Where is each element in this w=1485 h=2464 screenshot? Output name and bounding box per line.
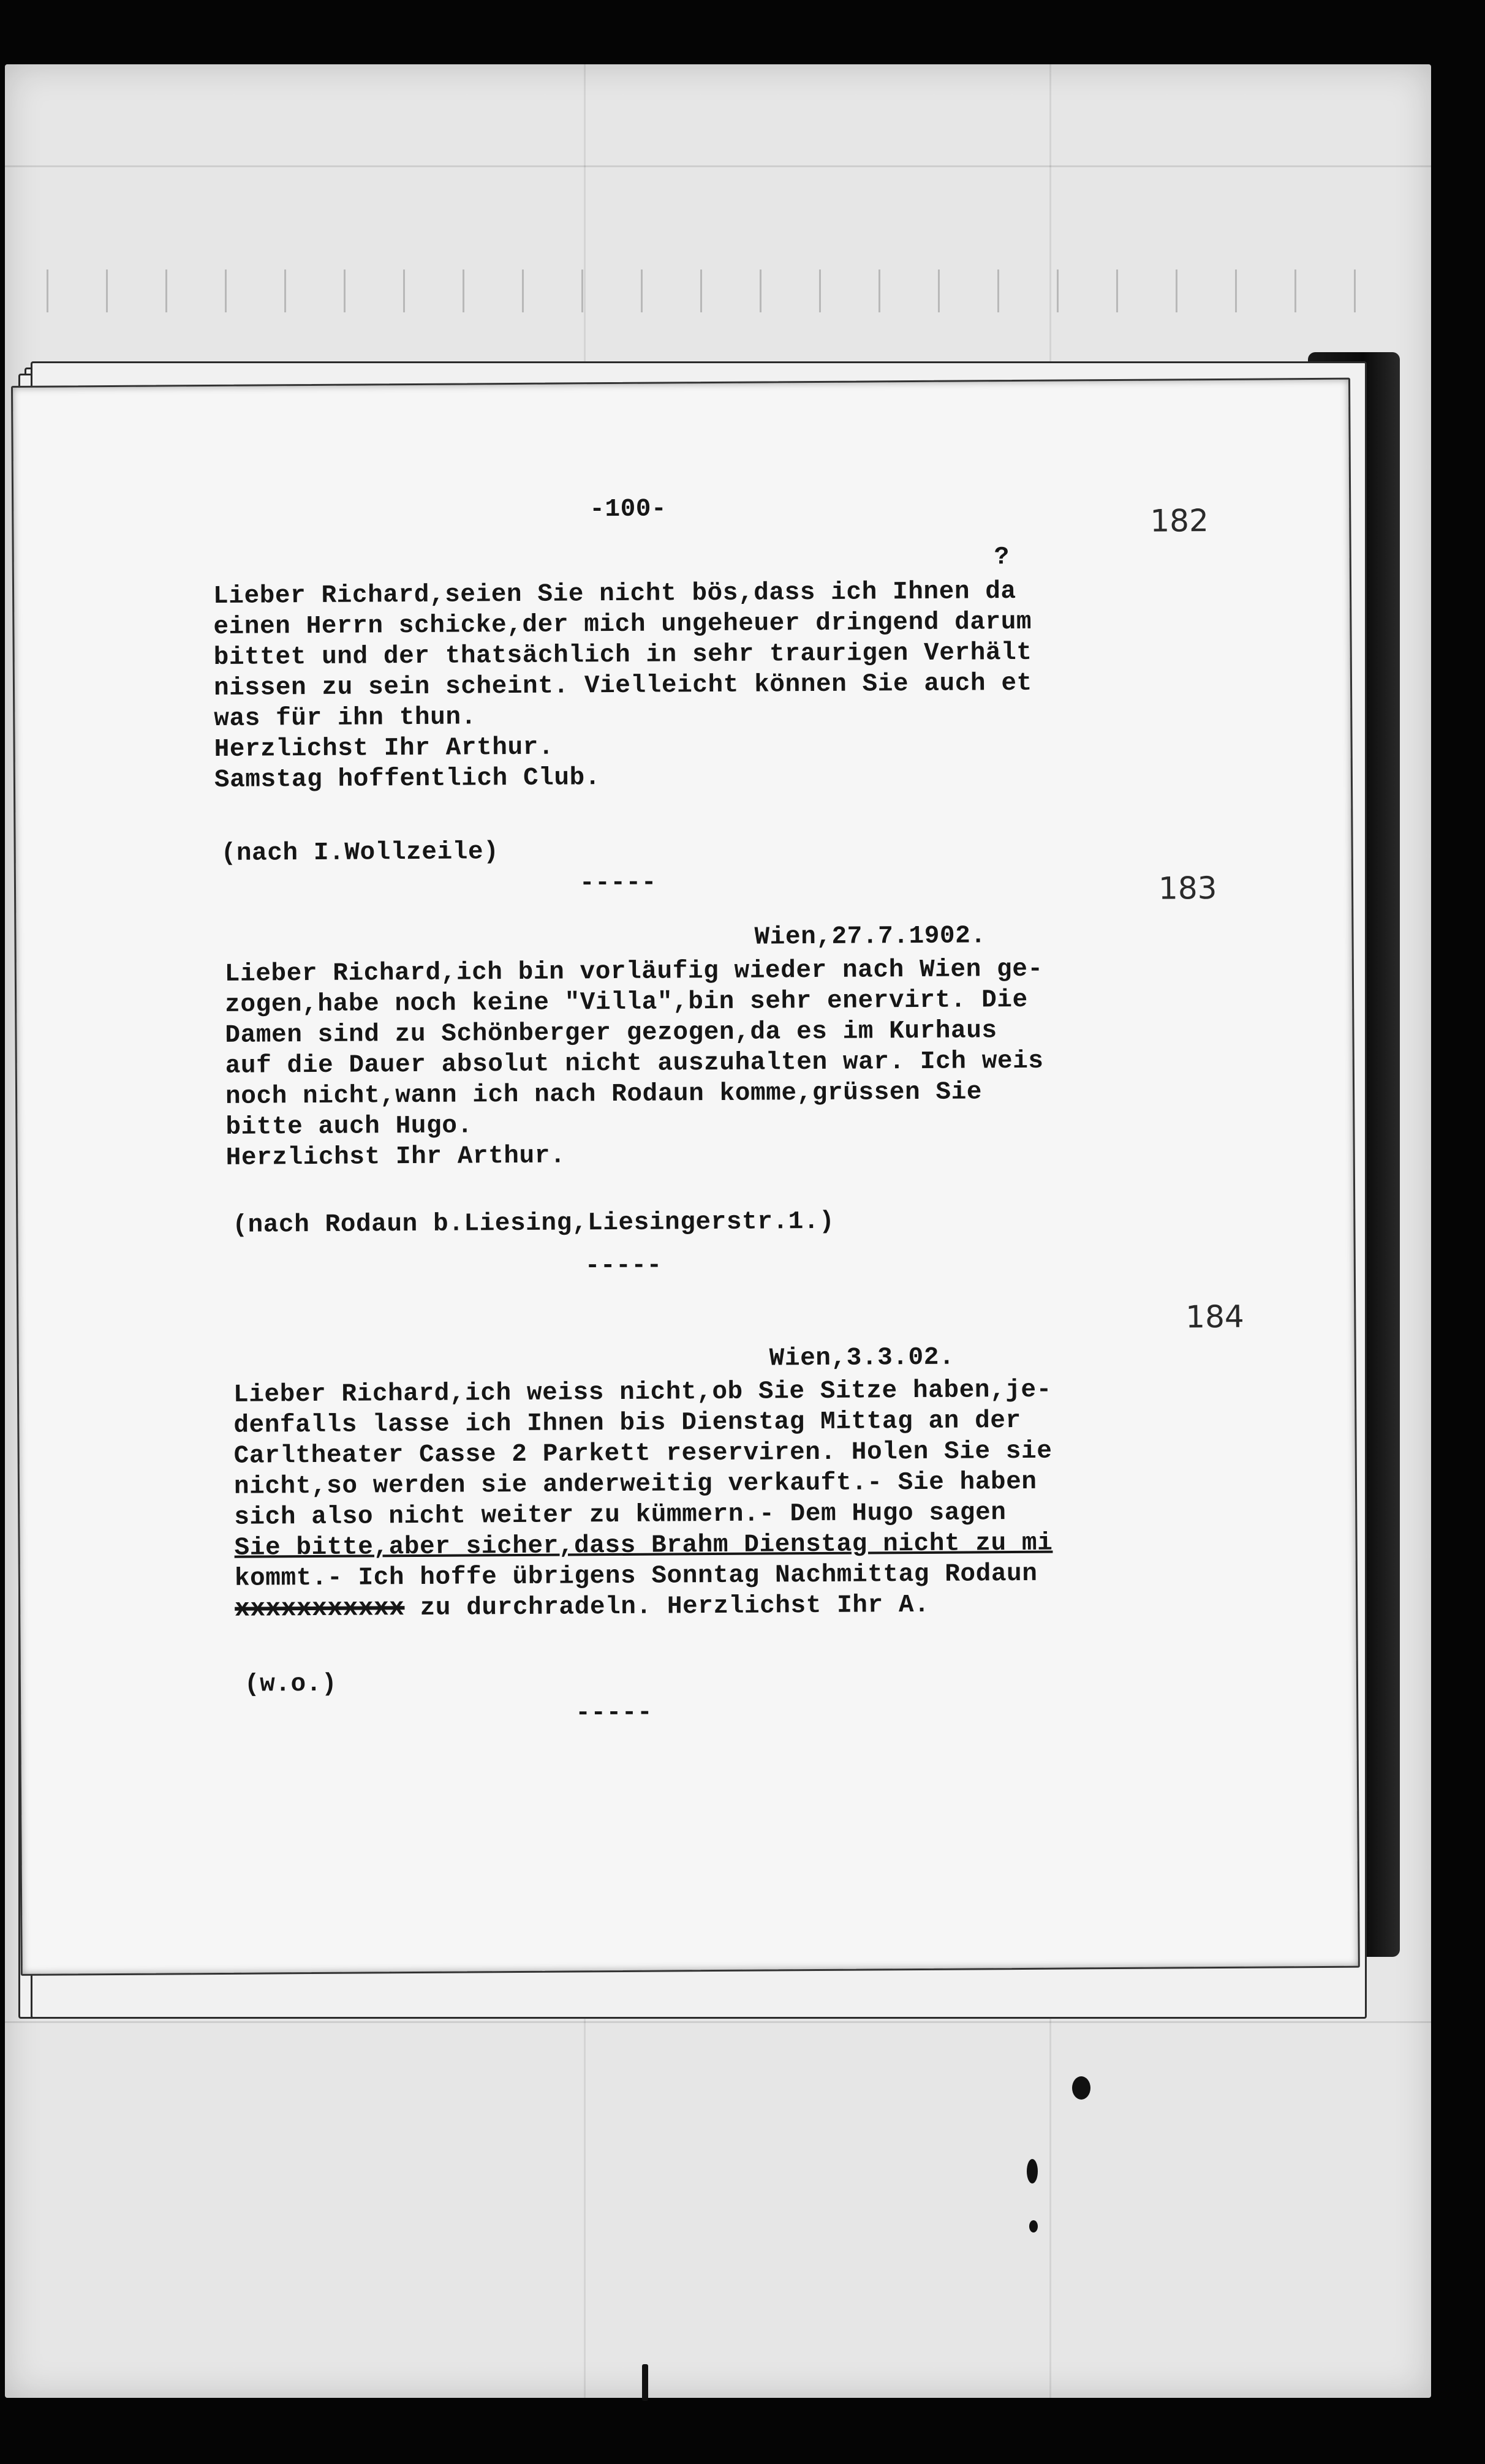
ink-spot xyxy=(642,2364,648,2401)
letter-separator: ----- xyxy=(575,1698,653,1728)
letter-1-line: was für ihn thun. xyxy=(214,703,477,733)
letter-3-line: kommt.- Ich hoffe übrigens Sonntag Nachmittag Rodaun xyxy=(234,1559,1038,1593)
letter-3-line-underlined: Sie bitte,aber sicher,dass Brahm Dienstag nicht zu mi xyxy=(234,1529,1053,1562)
letter-3-last-line xyxy=(235,1590,929,1625)
letter-3-last-line-rest: zu durchradeln. Herzlichst Ihr A. xyxy=(404,1591,930,1623)
letter-separator: ----- xyxy=(584,1251,662,1281)
ink-spot xyxy=(1029,2220,1038,2232)
question-mark: ? xyxy=(994,543,1010,572)
letter-1-line: Herzlichst Ihr Arthur. xyxy=(214,733,554,764)
page-number: -100- xyxy=(589,495,667,524)
letter-3-line: Lieber Richard,ich weiss nicht,ob Sie Sitze haben,je- xyxy=(233,1376,1052,1409)
letter-1-line: nissen zu sein scheint. Vielleicht können Sie auch et xyxy=(213,669,1032,703)
letter-2-line: noch nicht,wann ich nach Rodaun komme,grüssen Sie xyxy=(225,1078,983,1111)
folio-number: 184 xyxy=(1185,1298,1244,1335)
struck-out-text: xxxxxxxxxxx xyxy=(235,1594,405,1624)
letter-2-line: Herzlichst Ihr Arthur. xyxy=(225,1142,566,1172)
letter-2-line: auf die Dauer absolut nicht auszuhalten war. Ich weis xyxy=(225,1047,1044,1080)
typed-letter-page xyxy=(11,378,1360,1976)
letter-1-line: einen Herrn schicke,der mich ungeheuer dringend darum xyxy=(213,608,1032,641)
letter-2-date: Wien,27.7.1902. xyxy=(754,922,986,952)
folio-number: 182 xyxy=(1150,503,1209,539)
letter-2-line: bitte auch Hugo. xyxy=(225,1112,473,1142)
letter-2-line: zogen,habe noch keine "Villa",bin sehr enervirt. Die xyxy=(225,985,1028,1019)
letter-2-line: Lieber Richard,ich bin vorläufig wieder nach Wien ge- xyxy=(224,955,1043,989)
letter-1-address: (nach I.Wollzeile) xyxy=(221,838,499,868)
letter-3-address: (w.o.) xyxy=(244,1670,338,1699)
ink-spot xyxy=(1027,2159,1038,2183)
letter-3-date: Wien,3.3.02. xyxy=(769,1343,955,1373)
letter-1-line: bittet und der thatsächlich in sehr traurigen Verhält xyxy=(213,638,1032,672)
folio-number: 183 xyxy=(1158,870,1217,906)
fold-line xyxy=(5,2021,1431,2023)
letter-2-address: (nach Rodaun b.Liesing,Liesingerstr.1.) xyxy=(232,1207,835,1240)
letter-2-line: Damen sind zu Schönberger gezogen,da es im Kurhaus xyxy=(225,1017,997,1050)
bleed-through-marks xyxy=(23,269,1407,312)
letter-separator: ----- xyxy=(579,868,657,898)
letter-3-line: Carltheater Casse 2 Parkett reserviren. Holen Sie sie xyxy=(233,1437,1052,1471)
letter-1-line: Samstag hoffentlich Club. xyxy=(214,764,601,794)
letter-1-line: Lieber Richard,seien Sie nicht bös,dass ich Ihnen da xyxy=(213,577,1016,611)
ink-spot xyxy=(1072,2076,1090,2100)
letter-3-line: denfalls lasse ich Ihnen bis Dienstag Mittag an der xyxy=(233,1406,1021,1440)
fold-line xyxy=(5,165,1431,167)
letter-3-line: nicht,so werden sie anderweitig verkauft.- Sie haben xyxy=(233,1467,1037,1501)
letter-3-line: sich also nicht weiter zu kümmern.- Dem Hugo sagen xyxy=(234,1499,1007,1532)
